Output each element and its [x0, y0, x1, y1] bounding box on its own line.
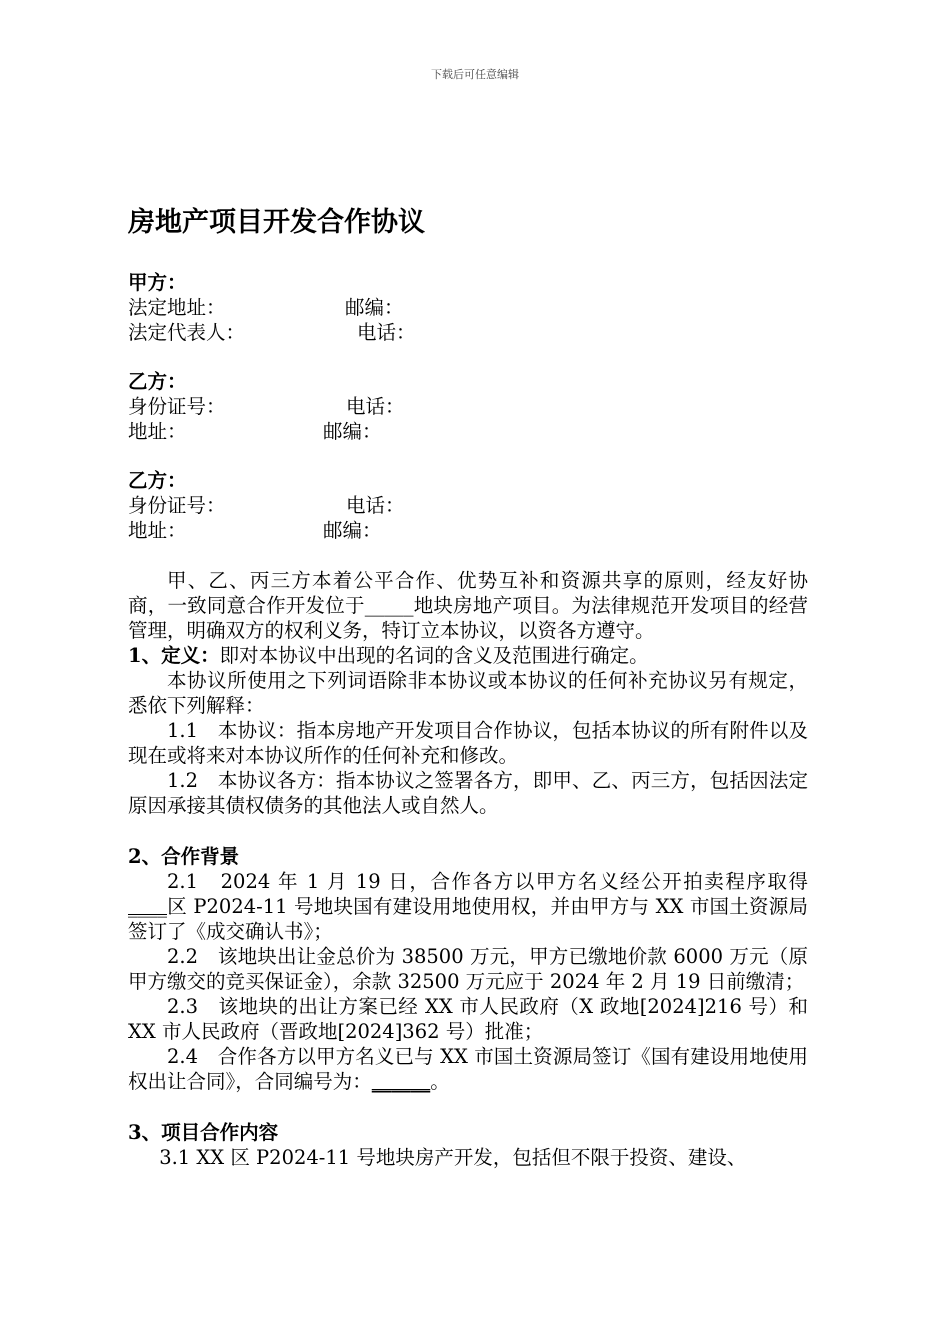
clause-2-1-pre: 2.1 2024 年 1 月 19 日，合作各方以甲方名义经公开拍卖程序取得	[167, 870, 808, 893]
party-c-heading: 乙方：	[128, 469, 187, 492]
party-c-block	[128, 468, 808, 543]
section-1-paragraph: 本协议所使用之下列词语除非本协议或本协议的任何补充协议另有规定，悉依下列解释：	[128, 669, 808, 717]
section-2-heading: 2、合作背景	[128, 845, 240, 868]
clause-2-1	[128, 869, 808, 944]
party-c-id-label: 身份证号：	[128, 494, 226, 517]
party-b-zip-label: 邮编：	[323, 420, 382, 443]
party-b-id-label: 身份证号：	[128, 395, 226, 418]
section-3-heading: 3、项目合作内容	[128, 1121, 279, 1144]
party-a-rep-label: 法定代表人：	[128, 321, 246, 344]
party-c-address-label: 地址：	[128, 519, 187, 542]
clause-2-1-blank: ____	[128, 895, 167, 918]
clause-1-2: 1.2 本协议各方：指本协议之签署各方，即甲、乙、丙三方，包括因法定原因承接其债权债务的其他法人或自然人。	[128, 769, 808, 817]
clause-2-2: 2.2 该地块出让金总价为 38500 万元，甲方已缴地价款 6000 万元（原甲方缴交的竞买保证金），余款 32500 万元应于 2024 年 2 月 19 日前缴清；	[128, 945, 808, 993]
clause-2-1-post: 区 P2024-11 号地块国有建设用地使用权，并由甲方与 XX 市国土资源局签订了《成交确认书》；	[128, 895, 808, 943]
party-c-id-row	[128, 493, 808, 518]
clause-2-3: 2.3 该地块的出让方案已经 XX 市人民政府（X 政地[2024]216 号）和 XX 市人民政府（晋政地[2024]362 号）批准；	[128, 995, 808, 1043]
party-b-id-row	[128, 394, 808, 419]
party-a-heading: 甲方：	[128, 271, 187, 294]
party-c-phone-label: 电话：	[346, 494, 405, 517]
section-1-heading-line	[128, 643, 808, 668]
header-note: 下载后可任意编辑	[431, 68, 519, 81]
party-a-rep-row	[128, 320, 808, 345]
party-b-block	[128, 369, 808, 444]
document-body	[128, 270, 808, 1170]
intro-paragraph	[128, 568, 808, 643]
party-b-address-row	[128, 419, 808, 444]
party-a-phone-label: 电话：	[357, 321, 416, 344]
party-a-block	[128, 270, 808, 345]
clause-2-4-pre: 2.4 合作各方以甲方名义已与 XX 市国土资源局签订《国有建设用地使用权出让合同》，合同编号为：	[128, 1045, 808, 1093]
clause-2-4	[128, 1044, 808, 1094]
section-1-heading: 1、定义：	[128, 644, 220, 667]
clause-1-1: 1.1 本协议：指本房地产开发项目合作协议，包括本协议的所有附件以及现在或将来对本协议所作的任何补充和修改。	[128, 719, 808, 767]
intro-text-pre: 甲、乙、丙三方本着公平合作、优势互补和资源共享的原则，经友好协商，一致同意合作开发位于	[128, 569, 808, 617]
intro-blank: _____	[364, 594, 414, 617]
clause-3-1: 3.1 XX 区 P2024-11 号地块房产开发，包括但不限于投资、建设、	[159, 1146, 747, 1169]
clause-2-4-blank: ______	[371, 1070, 431, 1093]
section-1-heading-rest: 即对本协议中出现的名词的含义及范围进行确定。	[219, 644, 649, 667]
party-c-zip-label: 邮编：	[323, 519, 382, 542]
party-b-phone-label: 电话：	[346, 395, 405, 418]
party-a-address-row	[128, 295, 808, 320]
party-c-address-row	[128, 518, 808, 543]
party-a-zip-label: 邮编：	[345, 296, 404, 319]
intro-text-post: 地块房地产项目。为法律规范开发项目的经营管理，明确双方的权利义务，特订立本协议，以资各方遵守。	[128, 594, 808, 642]
document-title: 房地产项目开发合作协议	[128, 207, 425, 238]
party-b-address-label: 地址：	[128, 420, 187, 443]
party-a-address-label: 法定地址：	[128, 296, 226, 319]
party-b-heading: 乙方：	[128, 370, 187, 393]
clause-2-4-post: 。	[430, 1070, 450, 1093]
